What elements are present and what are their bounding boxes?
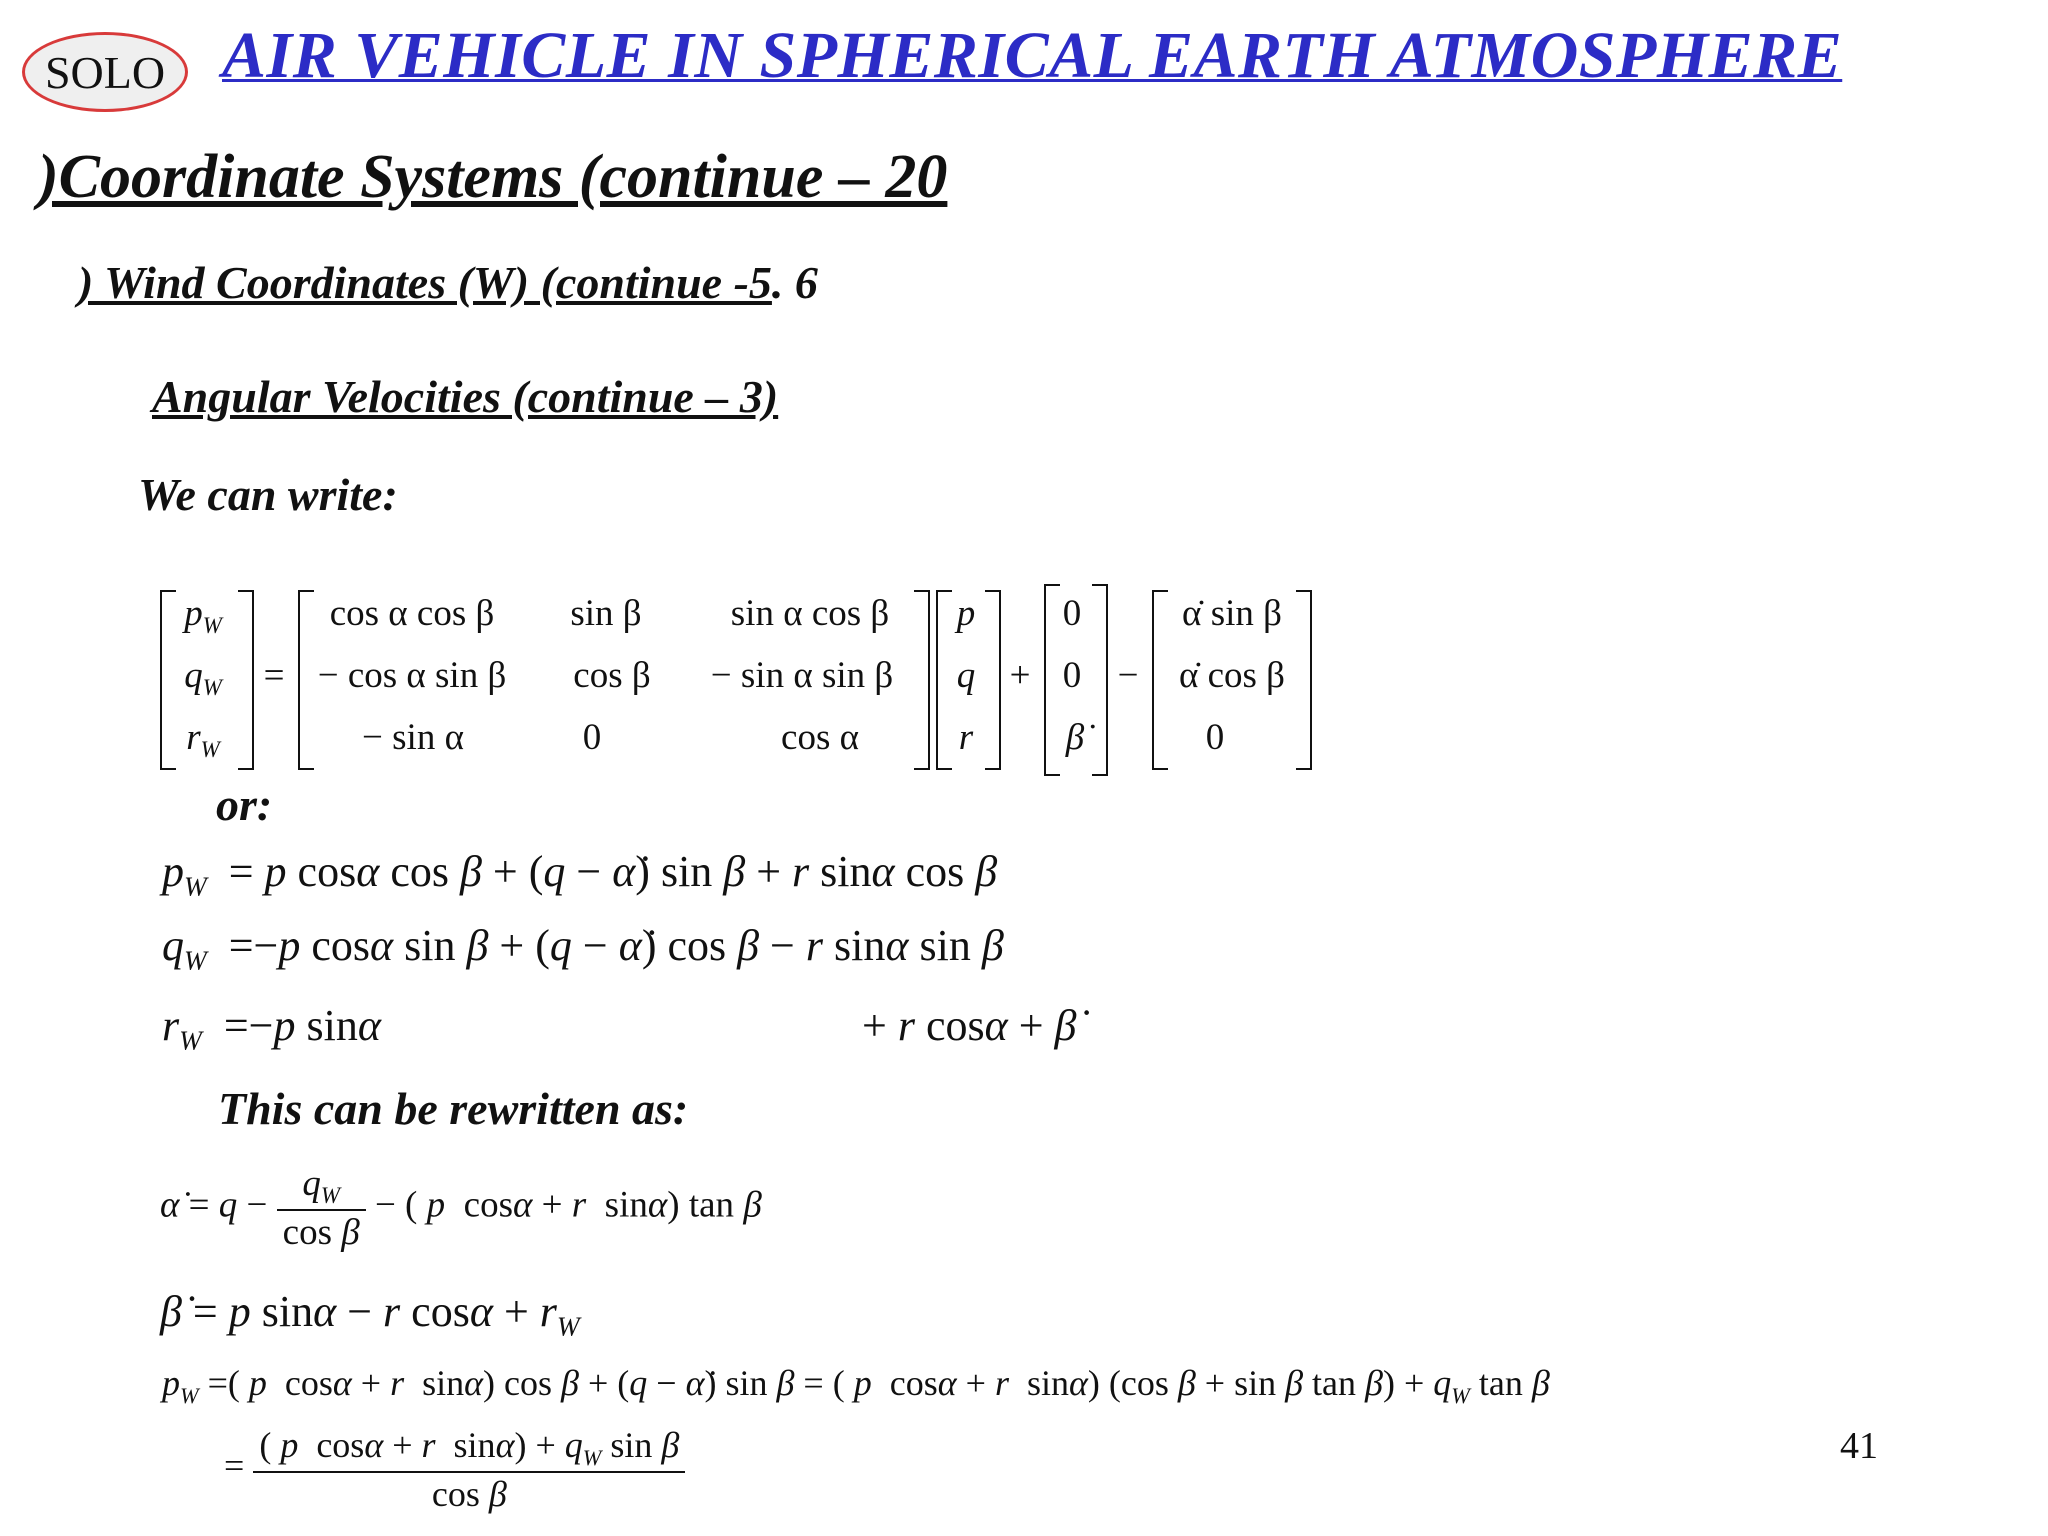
- subsection-heading-trail: . 6: [771, 257, 818, 308]
- rewrite-text: This can be rewritten as:: [218, 1083, 689, 1134]
- alpha-dot-vector-element: α̇ cos β: [1178, 655, 1286, 696]
- page-number: 41: [1840, 1425, 1878, 1467]
- minus-sign: −: [1117, 655, 1139, 696]
- alpha-dot-vector-element: 0: [1205, 717, 1225, 758]
- subsection-heading-text: ) Wind Coordinates (W) (continue -5: [78, 257, 772, 308]
- or-text: or:: [216, 779, 273, 830]
- matrix-cell: − sin α sin β: [710, 655, 894, 696]
- equation-alpha-dot: α̇ = q − $\frac{q_W}{\text{cos β}}$ − ( p cosα + r sinα) tan β: [160, 1163, 762, 1254]
- lhs-element: $r_W$: [186, 717, 220, 763]
- matrix-cell: sin β: [570, 593, 642, 634]
- matrix-cell: 0: [582, 717, 602, 758]
- plus-sign: +: [1009, 655, 1031, 696]
- section-heading: )Coordinate Systems (continue – 20: [38, 143, 948, 211]
- matrix-cell: − sin α: [362, 717, 464, 758]
- beta-dot-vector-element: 0: [1062, 655, 1082, 696]
- body-rate: q: [956, 655, 976, 696]
- alpha-dot-vector-element: α̇ sin β: [1182, 593, 1282, 634]
- equation-pw-expanded: $p_W$ =( p cosα + r sinα) cos β + (q − α̇) sin β = ( p cosα + r sinα) (cos β + sin β $\tan \beta) + q_W$ tan β: [162, 1363, 1550, 1408]
- equation-beta-dot: β̇ = p sinα − r $\cos\alpha + r_W$: [160, 1287, 580, 1342]
- body-rate: r: [958, 717, 974, 758]
- matrix-cell: cos α cos β: [329, 593, 495, 634]
- matrix-cell: − cos α sin β: [317, 655, 507, 696]
- lhs-element: $p_W$: [184, 593, 222, 639]
- topic-heading: Angular Velocities (continue – 3): [152, 371, 779, 422]
- matrix-cell: cos β: [573, 655, 651, 696]
- beta-dot-vector-element: β̇: [1065, 717, 1085, 758]
- equation-pw-fraction: = $\frac{( p \cos\alpha + r \sin\alpha) + q_W \sin \beta}{\text{cos β}}$: [224, 1424, 685, 1515]
- matrix-cell: sin α cos β: [730, 593, 890, 634]
- equation-pw: $p_W = p$ cosα cos β + (q − α̇) sin β + r sinα cos β: [162, 847, 998, 902]
- equals-sign: =: [263, 655, 285, 696]
- beta-dot-vector-element: 0: [1062, 593, 1082, 634]
- slide-title: AIR VEHICLE IN SPHERICAL EARTH ATMOSPHERE: [222, 19, 1843, 92]
- matrix-cell: cos α: [781, 717, 859, 758]
- intro-text: We can write:: [138, 469, 398, 520]
- solo-badge-text: SOLO: [44, 46, 166, 98]
- equation-qw: $q_W =-p$ cosα sin β + (q − α̇) cos β − r sinα sin β: [162, 921, 1004, 976]
- equation-rw-rhs: + r cosα + β̇: [862, 1001, 1077, 1050]
- lhs-element: $q_W$: [184, 655, 222, 701]
- body-rate: p: [956, 593, 976, 634]
- equation-rw: $r_W =-p$ sinα: [162, 1001, 381, 1056]
